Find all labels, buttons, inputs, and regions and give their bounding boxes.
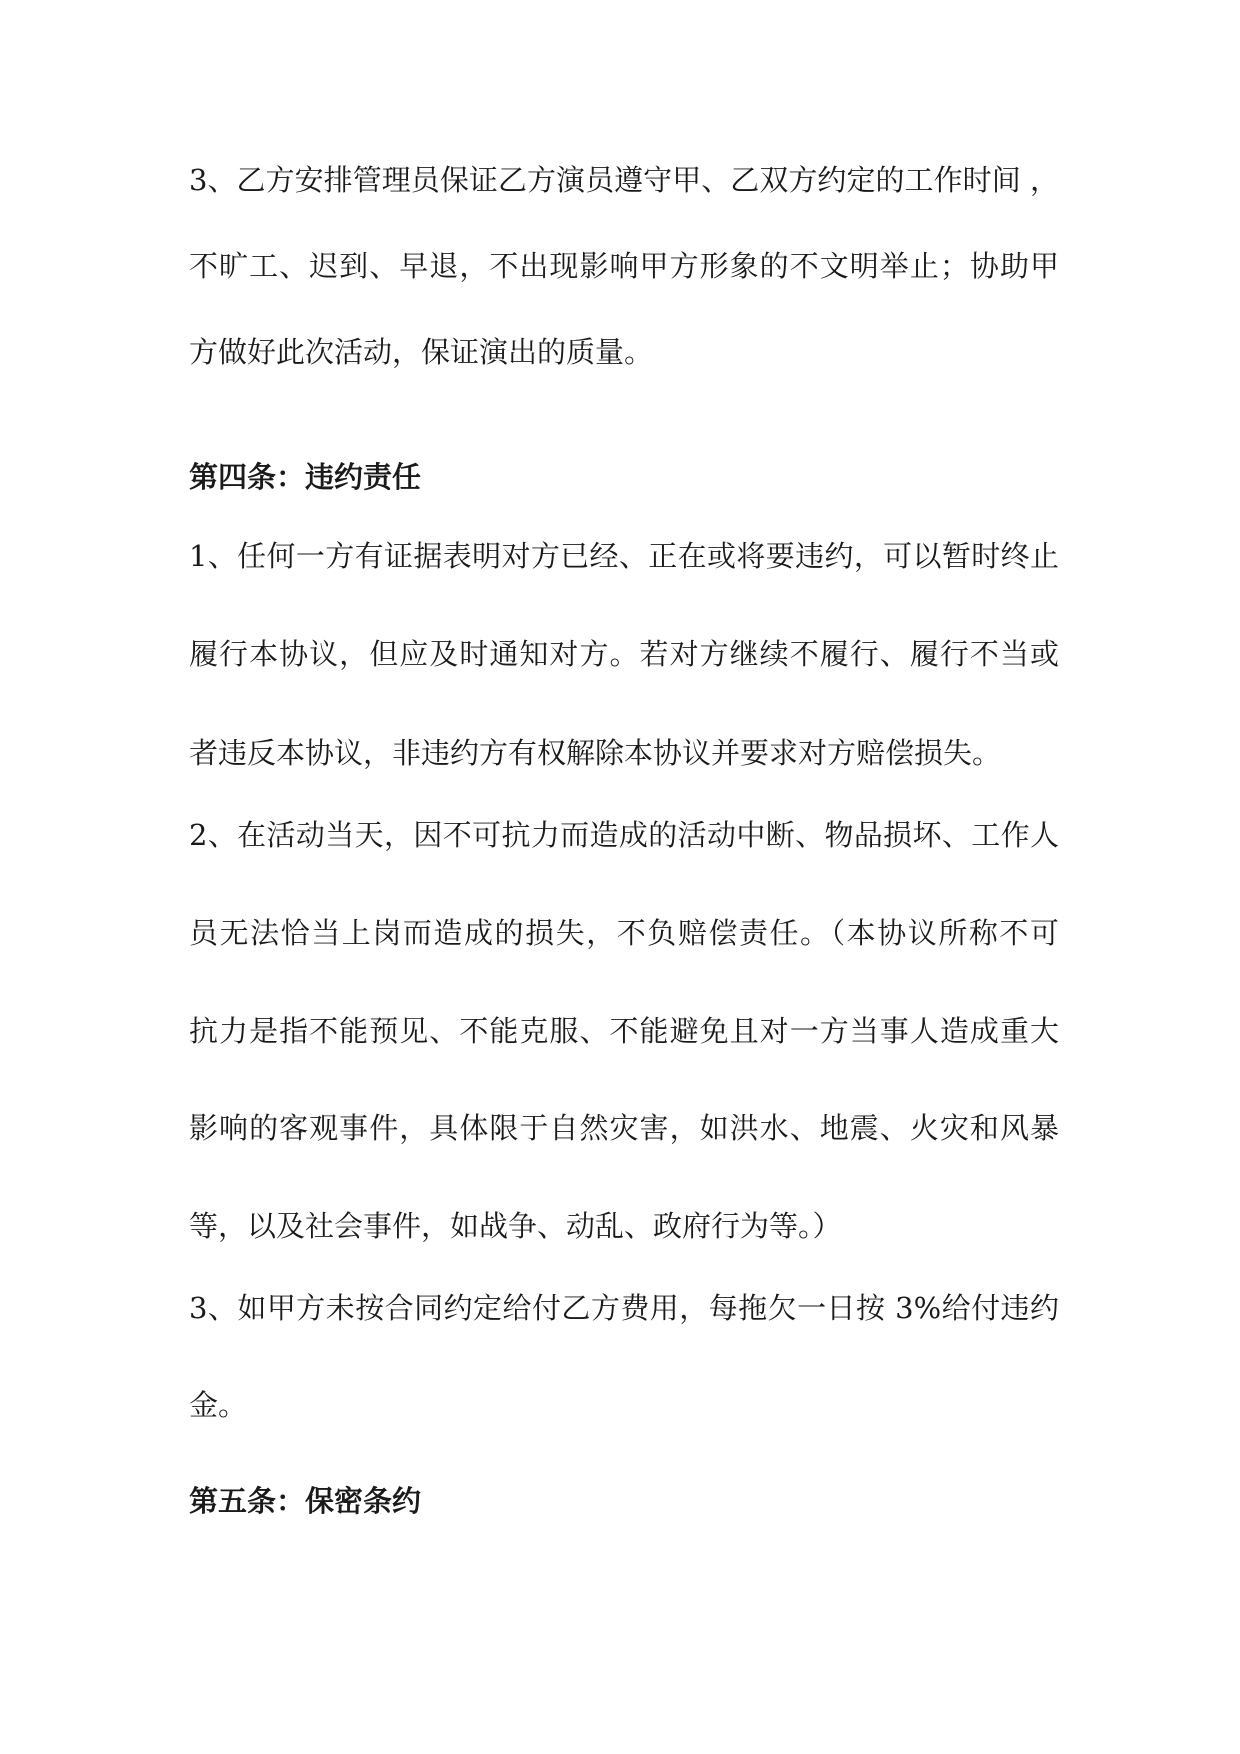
- section5-heading: 第五条：保密条约: [189, 1484, 422, 1518]
- section4-item1-line-1: 1、任何一方有证据表明对方已经、正在或将要违约，可以暂时终止: [189, 539, 1059, 573]
- clause3-line-1: 3、乙方安排管理员保证乙方演员遵守甲、乙双方约定的工作时间 ，: [189, 163, 1059, 197]
- clause3-line-3: 方做好此次活动，保证演出的质量。: [189, 335, 654, 369]
- section4-item2-line-4: 影响的客观事件，具体限于自然灾害，如洪水、地震、火灾和风暴: [189, 1111, 1059, 1145]
- section4-item2-line-3: 抗力是指不能预见、不能克服、不能避免且对一方当事人造成重大: [189, 1014, 1059, 1048]
- section4-item2-line-5: 等，以及社会事件，如战争、动乱、政府行为等。）: [189, 1209, 842, 1243]
- section4-item2-line-1: 2、在活动当天，因不可抗力而造成的活动中断、物品损坏、工作人: [189, 818, 1059, 852]
- section4-item1-line-3: 者违反本协议，非违约方有权解除本协议并要求对方赔偿损失。: [189, 736, 1002, 770]
- section4-heading: 第四条：违约责任: [189, 460, 422, 494]
- section4-item3-line-2: 金。: [189, 1388, 248, 1422]
- section4-item3-line-1: 3、如甲方未按合同约定给付乙方费用，每拖欠一日按 3%给付违约: [189, 1291, 1059, 1325]
- section4-item2-line-2: 员无法恰当上岗而造成的损失，不负赔偿责任。（本协议所称不可: [189, 916, 1059, 950]
- clause3-line-2: 不旷工、迟到、早退，不出现影响甲方形象的不文明举止；协助甲: [189, 249, 1059, 283]
- section4-item1-line-2: 履行本协议，但应及时通知对方。若对方继续不履行、履行不当或: [189, 637, 1059, 671]
